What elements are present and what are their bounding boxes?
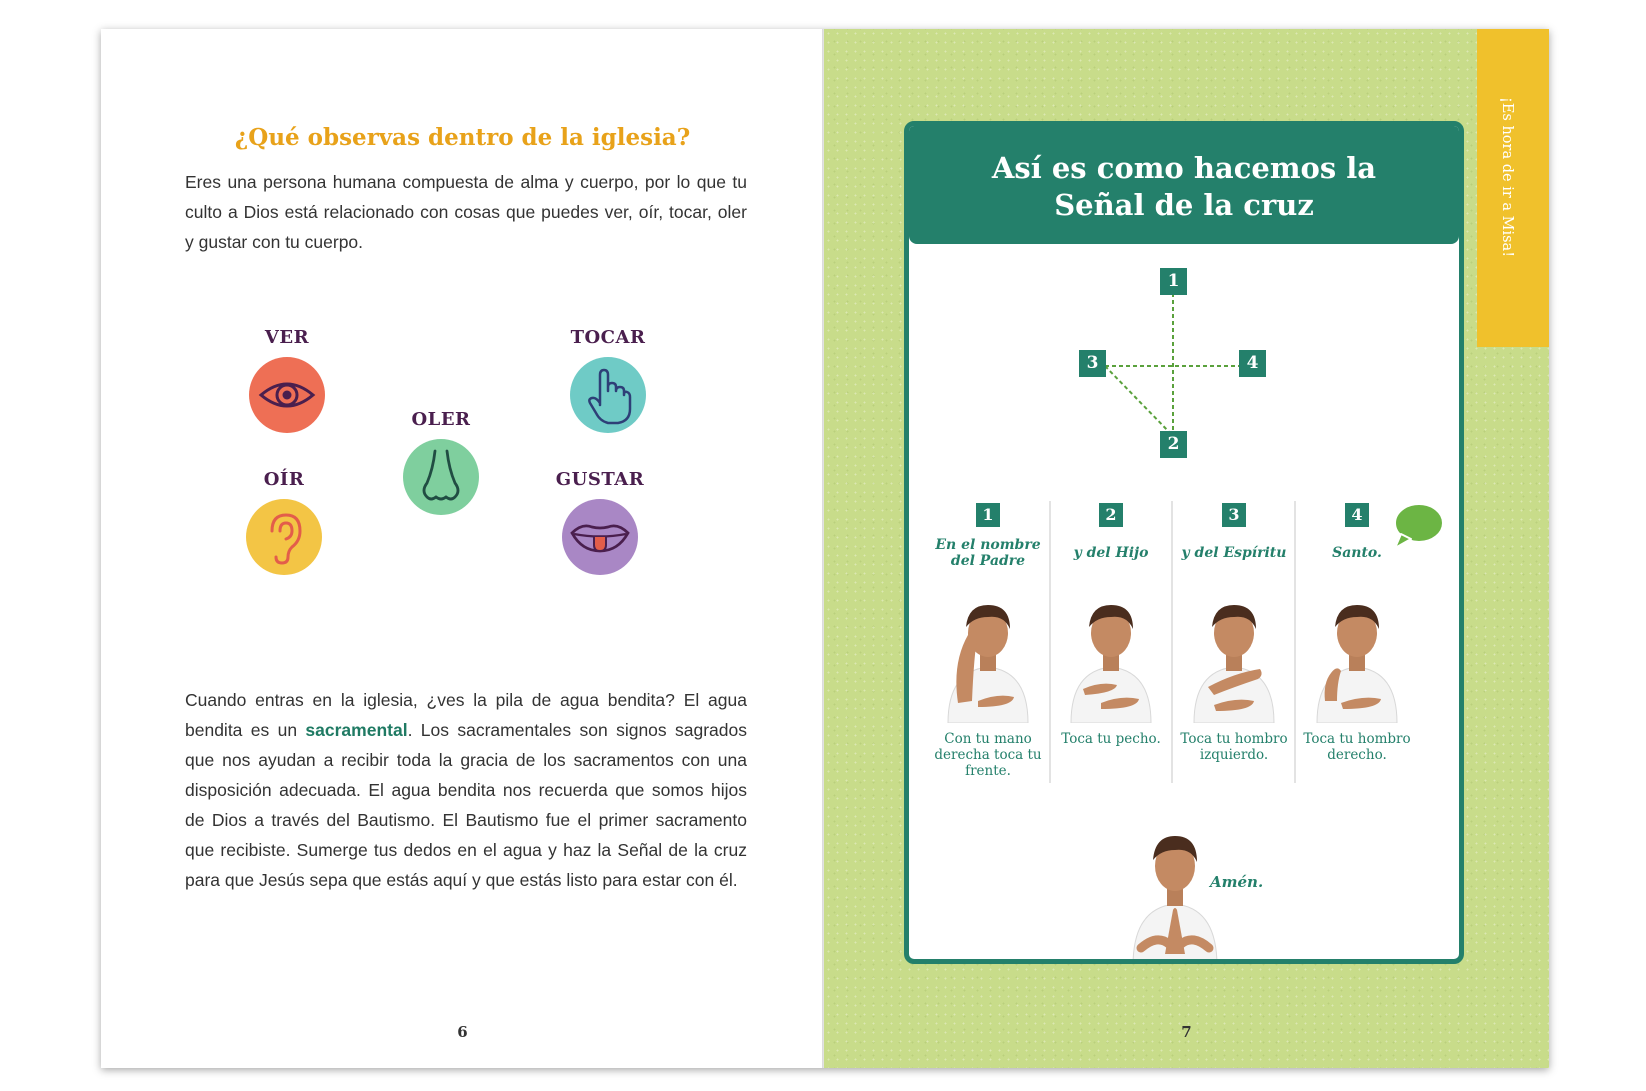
tongue-icon — [562, 499, 638, 575]
eye-icon — [249, 357, 325, 433]
page-number-right: 7 — [1181, 1023, 1192, 1041]
body-paragraph — [185, 685, 747, 895]
left-page — [101, 29, 824, 1068]
amen-text: Amén. — [1210, 873, 1264, 891]
step-caption: Con tu mano derecha toca tu frente. — [934, 731, 1042, 779]
step-1 — [928, 503, 1048, 779]
boy-touching-right-shoulder-illustration — [1307, 583, 1407, 723]
step-2 — [1051, 503, 1171, 747]
step-phrase: Santo. — [1332, 545, 1382, 561]
sense-ver — [217, 327, 357, 433]
step-divider — [1294, 501, 1296, 783]
sense-label: OÍR — [263, 469, 305, 490]
sense-gustar — [530, 469, 670, 575]
sense-label: VER — [264, 327, 310, 348]
step-phrase: y del Hijo — [1073, 545, 1149, 561]
cross-point-1: 1 — [1160, 268, 1187, 295]
nose-icon — [403, 439, 479, 515]
sense-oler — [371, 409, 511, 515]
step-phrase: y del Espíritu — [1181, 545, 1287, 561]
right-page — [824, 29, 1549, 1068]
cross-point-3: 3 — [1079, 350, 1106, 377]
cross-point-2: 2 — [1160, 431, 1187, 458]
card-title-line1: Así es como hacemos la — [991, 151, 1377, 185]
cross-point-4: 4 — [1239, 350, 1266, 377]
boy-touching-left-shoulder-illustration — [1184, 583, 1284, 723]
cross-diagram — [909, 126, 1459, 466]
step-3 — [1174, 503, 1294, 763]
step-number: 2 — [1099, 503, 1123, 527]
intro-paragraph: Eres una persona humana compuesta de alma y cuerpo, por lo que tu culto a Dios está relacionado con cosas que puedes ver, oír, tocar, oler y gustar con tu cuerpo. — [185, 172, 747, 252]
sense-tocar — [538, 327, 678, 433]
sign-of-cross-card — [904, 121, 1464, 964]
step-divider — [1171, 501, 1173, 783]
sense-label: OLER — [411, 409, 471, 430]
page-number-left: 6 — [457, 1023, 468, 1041]
book-spread — [101, 29, 1549, 1068]
body-text: . Los sacramentales son signos sagrados que nos ayudan a recibir toda la gracia de los sacramentos con una disposición adecuada. El agua bendita nos recuerda que somos hijos de Dios a través del Bautismo. El Bautismo fue el primer sacramento que recibiste. Sumerge tus dedos en el agua y haz la Señal de la cruz para que Jesús sepa que estás aquí y que estás listo para estar con él. — [185, 720, 748, 890]
card-title-line2: Señal de la cruz — [1054, 188, 1314, 222]
sense-oir — [214, 469, 354, 575]
step-caption: Toca tu pecho. — [1061, 731, 1161, 747]
sense-label: GUSTAR — [555, 469, 645, 490]
step-caption: Toca tu hombro derecho. — [1303, 731, 1411, 763]
page-title: ¿Qué observas dentro de la iglesia? — [234, 124, 691, 151]
step-phrase: En el nombre del Padre — [935, 537, 1041, 569]
body-text: Cuando entras en la iglesia, ¿ves la pila de agua bendita? El agua bendita es un — [185, 690, 747, 740]
step-number: 1 — [976, 503, 1000, 527]
boy-touching-chest-illustration — [1061, 583, 1161, 723]
step-number: 3 — [1222, 503, 1246, 527]
boy-praying-illustration — [1127, 816, 1223, 964]
side-tab — [1477, 29, 1549, 347]
ear-icon — [246, 499, 322, 575]
step-number: 4 — [1345, 503, 1369, 527]
side-tab-label: ¡Es hora de ir a Misa! — [1499, 97, 1515, 258]
pointing-hand-icon — [570, 357, 646, 433]
sense-label: TOCAR — [570, 327, 646, 348]
speech-bubble-icon — [1389, 502, 1445, 550]
step-caption: Toca tu hombro izquierdo. — [1180, 731, 1288, 763]
boy-touching-forehead-illustration — [938, 583, 1038, 723]
sacramental-term: sacramental — [305, 720, 408, 740]
